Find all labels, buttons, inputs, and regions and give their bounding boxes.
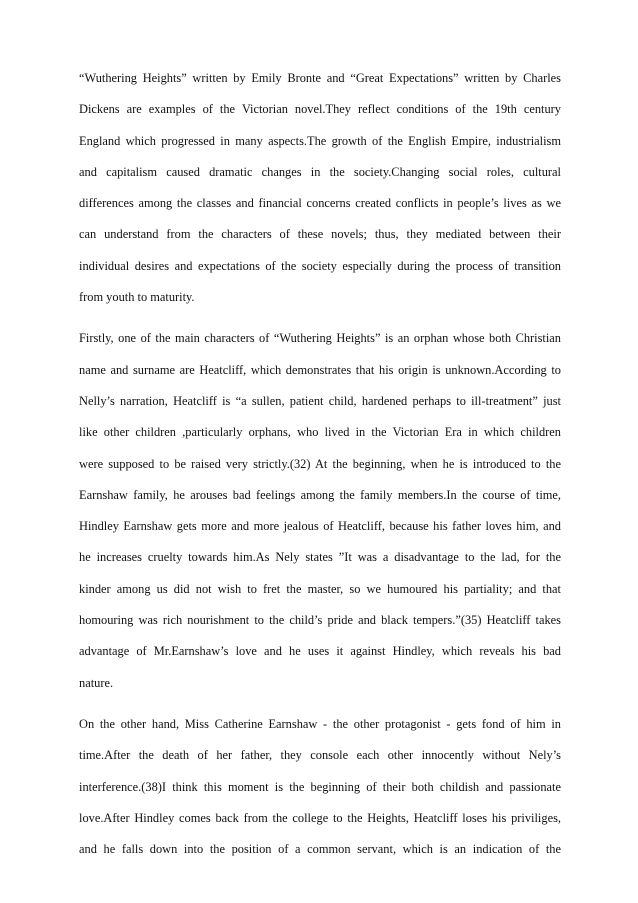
text-line: can understand from the characters of these novels; thus, they mediated between their — [79, 227, 561, 242]
paragraph-intro — [79, 70, 561, 320]
text-line: were supposed to be raised very strictly.(32) At the beginning, when he is introduced to the — [79, 456, 561, 471]
document-body — [79, 70, 561, 872]
text-line: love.After Hindley comes back from the college to the Heights, Heatcliff loses his priviliges, — [79, 810, 561, 825]
text-line: England which progressed in many aspects.The growth of the English Empire, industrialism — [79, 133, 561, 148]
text-line: On the other hand, Miss Catherine Earnshaw - the other protagonist - gets fond of him in — [79, 716, 561, 731]
text-line: and capitalism caused dramatic changes in the society.Changing social roles, cultural — [79, 164, 561, 179]
paragraph-gap — [79, 706, 561, 716]
text-line: he increases cruelty towards him.As Nely states ”It was a disadvantage to the lad, for the — [79, 550, 561, 565]
paragraph-gap — [79, 320, 561, 330]
text-line: and he falls down into the position of a common servant, which is an indication of the — [79, 842, 561, 857]
text-line: from youth to maturity. — [79, 290, 195, 305]
text-line: homouring was rich nourishment to the child’s pride and black tempers.”(35) Heatcliff takes — [79, 613, 561, 628]
text-line: Dickens are examples of the Victorian novel.They reflect conditions of the 19th century — [79, 102, 561, 117]
text-line: advantage of Mr.Earnshaw’s love and he uses it against Hindley, which reveals his bad — [79, 644, 561, 659]
paragraph-catherine — [79, 716, 561, 872]
text-line: individual desires and expectations of the society especially during the process of transition — [79, 258, 561, 273]
text-line: differences among the classes and financial concerns created conflicts in people’s lives as we — [79, 196, 561, 211]
text-line: time.After the death of her father, they console each other innocently without Nely’s — [79, 748, 561, 763]
text-line: Nelly’s narration, Heatcliff is “a sullen, patient child, hardened perhaps to ill-treatment” just — [79, 393, 561, 408]
text-line: interference.(38)I think this moment is the beginning of their both childish and passionate — [79, 779, 561, 794]
text-line: like other children ,particularly orphans, who lived in the Victorian Era in which children — [79, 425, 561, 440]
text-line: name and surname are Heatcliff, which demonstrates that his origin is unknown.According to — [79, 362, 561, 377]
paragraph-heatcliff — [79, 330, 561, 706]
text-line: “Wuthering Heights” written by Emily Bronte and “Great Expectations” written by Charles — [79, 71, 561, 85]
text-line: Hindley Earnshaw gets more and more jealous of Heatcliff, because his father loves him, and — [79, 519, 561, 534]
text-line: Earnshaw family, he arouses bad feelings among the family members.In the course of time, — [79, 487, 561, 502]
text-line: nature. — [79, 675, 114, 690]
text-line: Firstly, one of the main characters of “Wuthering Heights” is an orphan whose both Christian — [79, 331, 561, 346]
text-line: kinder among us did not wish to fret the master, so we humoured his partiality; and that — [79, 581, 561, 596]
